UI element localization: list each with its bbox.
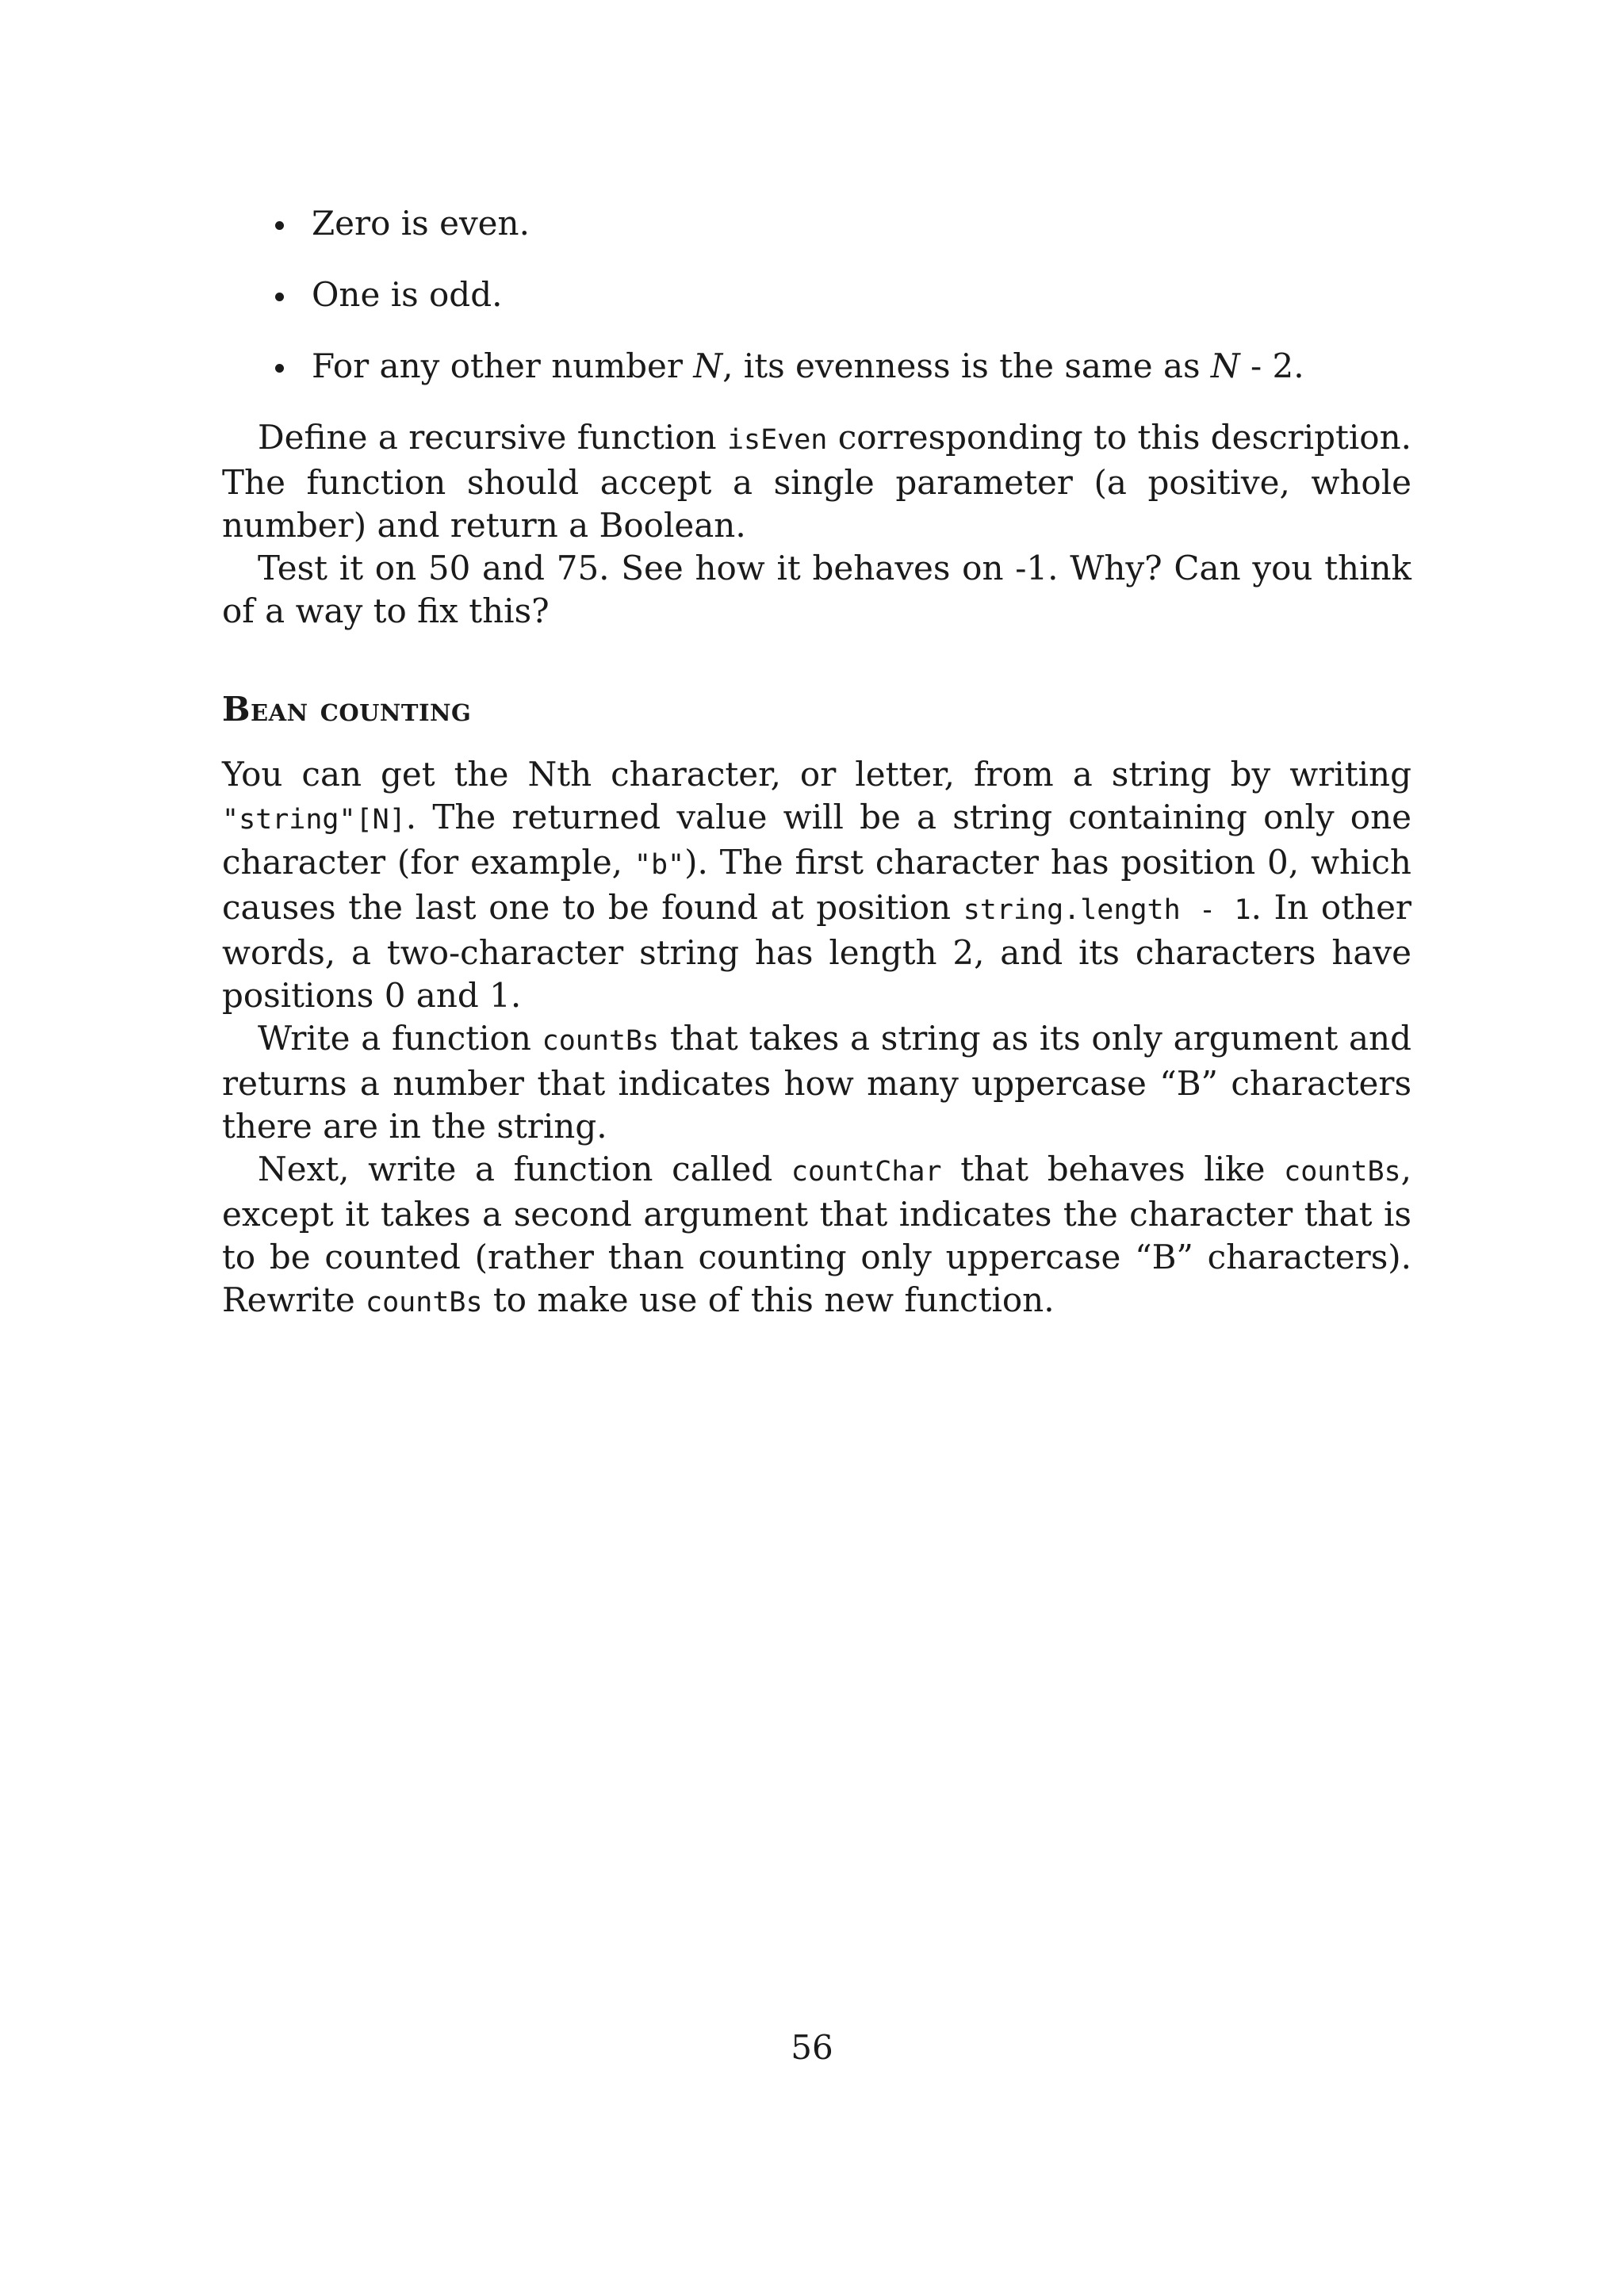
bullet-icon — [275, 221, 284, 230]
list-item-text: - 2. — [1239, 346, 1304, 385]
math-variable: N — [1210, 346, 1240, 385]
list-item-text: For any other number — [312, 346, 694, 385]
paragraph-text: . In other words, a two-character string has length 2, and its characters have positions 0 and 1. — [222, 888, 1411, 1015]
list-item-text: , its evenness is the same as — [722, 346, 1211, 385]
paragraph-text: that behaves like — [941, 1150, 1285, 1188]
inline-code: "b" — [634, 849, 685, 881]
paragraph-text: , except it takes a second argument that indicates the character that is to be counted (rather than counting only uppercase “B” characters). Rewrite — [222, 1150, 1411, 1319]
list-item — [222, 345, 1411, 388]
bullet-list — [222, 202, 1411, 388]
inline-code: countChar — [791, 1156, 942, 1188]
paragraph-text: to make use of this new function. — [482, 1280, 1055, 1319]
page-content — [222, 202, 1411, 1324]
bullet-icon — [275, 364, 284, 373]
list-item — [222, 202, 1411, 245]
paragraph-countchar — [222, 1148, 1411, 1324]
paragraph-text: Next, write a function called — [258, 1150, 791, 1188]
paragraph-text: You can get the Nth character, or letter, from a string by writing — [222, 755, 1411, 794]
inline-code: isEven — [726, 424, 828, 456]
inline-code: countBs — [542, 1025, 660, 1057]
inline-code: string.length - 1 — [963, 894, 1251, 926]
paragraph-text: corresponding to this description. The function should accept a single parameter (a positive, whole number) and return a Boolean. — [222, 418, 1411, 545]
list-item-text: One is odd. — [312, 275, 503, 314]
paragraph-text: Test it on 50 and 75. See how it behaves on -1. Why? Can you think of a way to fix this? — [222, 549, 1411, 630]
paragraph-text: Define a recursive function — [258, 418, 727, 457]
math-variable: N — [693, 346, 723, 385]
paragraph-test-iseven — [222, 547, 1411, 633]
list-item-text: Zero is even. — [312, 204, 530, 243]
paragraph-text: ). The first character has position 0, which causes the last one to be found at position — [222, 843, 1411, 927]
section-heading: Bean counting — [222, 690, 472, 729]
paragraph-nth-character — [222, 753, 1411, 1017]
list-item — [222, 274, 1411, 316]
paragraph-text: . The returned value will be a string containing only one character (for example, — [222, 798, 1411, 882]
paragraph-countbs — [222, 1017, 1411, 1148]
paragraph-text: Write a function — [258, 1019, 542, 1058]
bullet-icon — [275, 293, 284, 301]
page-number: 56 — [791, 2028, 833, 2067]
paragraph-define-iseven — [222, 416, 1411, 547]
paragraph-text: that takes a string as its only argument and returns a number that indicates how many uppercase “B” characters there are in the string. — [222, 1019, 1411, 1146]
inline-code: countBs — [1284, 1156, 1401, 1188]
inline-code: countBs — [366, 1287, 483, 1318]
inline-code: "string"[N] — [222, 804, 406, 836]
